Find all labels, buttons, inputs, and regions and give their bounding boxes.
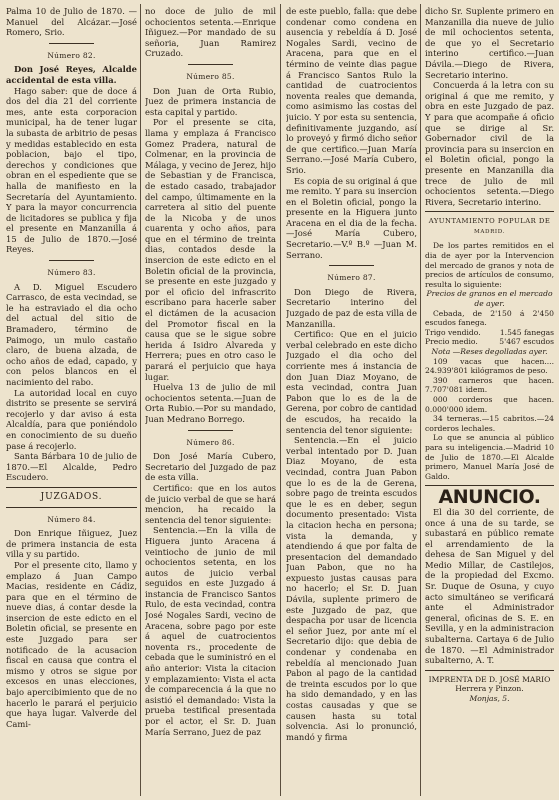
notice-body: Es copia de su original á que me remito. Y para su insercion en el Boletin oficial, pongo la presente en la Higuera junto Aracena en el dia de la fecha.—José María Cubero, Secretario.—V.º B.º —Juan M. Serrano. (286, 175, 417, 260)
notice-body: A D. Miguel Escudero Carrasco, de esta vecindad, se le ha estraviado el dia ocho del actual del sitio de Bramadero, término de Paimogo, un mulo castaño claro, de buena alzada, de ocho años de edad, capado, y con pelos blancos en el nacimiento del rabo. (6, 281, 137, 387)
section-divider (425, 670, 554, 671)
notice-number: Número 84. (47, 514, 96, 524)
section-heading: AYUNTAMIENTO POPULAR DE (428, 217, 551, 226)
notice-heading: Don Enrique Iñiguez, Juez de primera instancia de esta villa y su partido. (6, 528, 137, 560)
column-rule (140, 4, 141, 796)
column-2 (145, 6, 276, 796)
section-divider (425, 211, 554, 212)
anuncio-heading: ANUNCIO. (438, 486, 541, 509)
price-label: Trigo vendido. (425, 327, 481, 337)
notice-body: Sentencia.—En la villa de Higuera junto Aracena á veintiocho de junio de mil ochocientos setenta, en los autos de juicio verbal seguidos en este Juzgado á instancia de Francisco Santos Rulo, de esta vecindad, contra José Nogales Sardi, vecino de Aracena, sobre pago por este á aquel de cuatrocientos noventa rs., procedente de cebada que le suministró en el año anterior: Vista la citacion y emplazamiento: Vista el acta de comparecencia á la que no asistió el demandado: Vista la prueba testifical presentada por el actor, el Sr. D. Juan María Serrano, Juez de paz (145, 525, 276, 737)
imprenta-address: Monjas, 5. (469, 694, 510, 703)
notice-body: Huelva 13 de julio de mil ochocientos setenta.—Juan de Orta Rubio.—Por su mandado, Juan Medrano Borrego. (145, 382, 276, 424)
reses-heading: Nota —Reses degolladas ayer. (431, 347, 548, 356)
notice-signature: Lo que se anuncia al público para su inteligencia.—Madrid 10 de Julio de 1870.—El Alcalde primero, Manuel María José de Galdo. (425, 433, 554, 481)
reses-line: 390 carneros que hacen. 7.707'081 idem. (425, 375, 554, 395)
column-4 (425, 6, 554, 796)
section-heading: JUZGADOS. (40, 491, 103, 502)
reses-line: 34 terneras.—15 cabritos.—24 corderos lechales. (425, 414, 554, 433)
notice-heading: Don José Reyes, Alcalde accidental de esta villa. (6, 64, 137, 85)
column-1 (6, 6, 137, 796)
notice-body: dicho Sr. Suplente primero en Manzanilla dia nueve de julio de mil ochocientos setenta, de que yo el Secretario interino certifico.—Juan Dávila.—Diego de Rivera, Secretario interino. (425, 6, 554, 80)
notice-heading: Don Juan de Orta Rubio, Juez de primera instancia de esta capital y partido. (145, 85, 276, 117)
notice-number: Número 85. (186, 71, 235, 81)
price-row (425, 337, 554, 347)
notice-body: Por el presente se cita, llama y emplaza á Francisco Gomez Pradera, natural de Colmenar, en la provincia de Málaga, y vecino de Jerez, hijo de Sebastian y de Francisca, de estado casado, trabajador del campo, últimamente en la carretera al sitio del puente de la Nicoba y de unos cuarenta y ocho años, para que en el término de treinta dias, contados desde la insercion de este edicto en el Boletin oficial de la provincia, se presente en este juzgado y por el oficio del infrascrito escribano para hacerle saber el dictámen de la acusacion del Promotor fiscal en la causa que se le sigue sobre herida á Isidro Alvareda y Herrera; pues en otro caso le parará el perjuicio que haya lugar. (145, 117, 276, 382)
notice-body: De los partes remitidos en el dia de ayer por la Intervencion del mercado de granos y nota de precios de artículos de consumo, resulta lo siguiente: (425, 241, 554, 289)
divider (188, 430, 233, 431)
notice-number: Número 87. (327, 273, 376, 283)
notice-body: de este pueblo, falla: que debe condenar como condena en ausencia y rebeldía á D. José Nogales Sardi, vecino de Aracena, para que en el término de veinte dias pague á Francisco Santos Rulo la cantidad de cuatrocientos noventa reales que demanda, como asimismo las costas del juicio. Y por esta su sentencia, definitivamente juzgando, así lo proveyó y firmó dicho señor de que certifico.—Juan María Serrano.—José María Cubero, Srio. (286, 6, 417, 175)
notice-body: Hago saber: que de doce á dos del dia 21 del corriente mes, ante esta corporacion municipal, ha de tener lugar la subasta de arbitrio de pesas y medidas establecido en esta poblacion, bajo el tipo, derechos y condiciones que obran en el espediente que se halla de manifiesto en la Secretaría del Ayuntamiento. Y para la mayor concurrencia de licitadores se publica y fija el presente en Manzanilla á 15 de Julio de 1870.—José Reyes. (6, 85, 137, 255)
notice-body: Sentencia.—En el juicio verbal intentado por D. Juan Diaz Moyano, de esta vecindad, contra Juan Pabon que lo es de la de Gerena, sobre pago de treinta escudos que le es en deber, segun documento presentado: Vista la citacion hecha en persona; vista la demanda, y atendiendo á que por falta de presentacion del demandado Juan Pabon, que no ha expuesto justas causas para no hacerlo; el Sr. D. Juan Dávila, suplente primero de este Juzgado de paz, que despacha por usar de licencia el señor Juez, por ante mí el Secretario dijo: que debia de condenar y condenaba en rebeldía al mencionado Juan Pabon al pago de la cantidad de treinta escudos por lo que ha sido demandado, y en las costas causadas y que se causen hasta su total solvencia. Asi lo pronunció, mandó y firma (286, 435, 417, 742)
notice-body: La autoridad local en cuyo distrito se presente se servirá recojerlo y dar aviso á esta Alcaldía, para que poniéndolo en conocimiento de su dueño pase á recojerlo. (6, 387, 137, 451)
notice-body: Concuerda á la letra con su original á que me remito, y obra en este Juzgado de paz. Y para que acompañe á oficio que se dirige al Sr. Gobernador civil de la provincia para su insercion en el Boletin oficial, pongo la presente en Manzanilla dia trece de julio de mil ochocientos setenta.—Diego Rivera, Secretario interino. (425, 80, 554, 207)
column-rule (280, 4, 281, 796)
notice-body: no doce de julio de mil ochocientos setenta.—Enrique Iñiguez.—Por mandado de su señoria, Juan Ramirez Cruzado. (145, 6, 276, 59)
section-divider (6, 487, 137, 488)
notice-body: Por el presente cito, llamo y emplazo á Juan Campo Macias, residente en Cádiz, para que en el término de nueve dias, á contar desde la insercion de este edicto en el Boletin oficial, se presente en este Juzgado para ser notificado de la acusacion fiscal en causa que contra el mismo y otros se sigue por excesos en unas elecciones, bajo apercibimiento que de no hacerlo le parará el perjuicio que haya lugar. Valverde del Cami- (6, 559, 137, 729)
prices-heading: Precios de granos en el mercado de ayer. (426, 289, 553, 309)
notice-body: Certifico: que en los autos de juicio verbal de que se hará mencion, ha recaido la sentencia del tenor siguiente: (145, 482, 276, 525)
price-row (425, 328, 554, 338)
notice-number: Número 86. (186, 437, 235, 447)
price-value: 1.545 fanegas (499, 327, 554, 337)
divider (188, 64, 233, 65)
reses-line: 109 vacas que hacen.... 24.939'801 kilógramos de peso. (425, 356, 554, 376)
price-label: Precio medio. (425, 337, 478, 347)
notice-body: Certifico: Que en el juicio verbal celebrado en este dicho Juzgado el dia ocho del corriente mes á instancia de don Juan Diaz Moyano, de esta vecindad, contra Juan Pabon que lo es de la de Gerena, por cobro de cantidad de escudos, ha recaido la sentencia del tenor siguiente: (286, 329, 417, 435)
signature-line: Palma 10 de Julio de 1870. —Manuel del Alcázar.—José Romero, Srio. (6, 6, 137, 38)
imprenta-line: IMPRENTA DE D. JOSÉ MARIO Herrera y Pinzon. (428, 674, 551, 694)
reses-line: 000 corderos que hacen. 0.000'000 idem. (425, 394, 554, 414)
price-cebada: Cebada, de 2'150 á 2'450 escudos fanega. (425, 308, 554, 328)
notice-number: Número 82. (47, 50, 96, 60)
price-table (425, 328, 554, 347)
divider (49, 260, 94, 261)
column-3 (286, 6, 417, 796)
notice-number: Número 83. (47, 268, 96, 278)
price-value: 5'467 escudos (499, 337, 554, 347)
notice-signature: Santa Bárbara 10 de julio de 1870.—El Alcalde, Pedro Escudero. (6, 451, 137, 483)
divider (49, 43, 94, 44)
notice-heading: Don Diego de Rivera, Secretario interino del Juzgado de paz de esta villa de Manzanilla. (286, 286, 417, 329)
section-subheading: MADRID. (474, 228, 505, 235)
column-rule (420, 4, 421, 796)
section-divider (6, 507, 137, 508)
divider (329, 265, 374, 266)
anuncio-body: El dia 30 del corriente, de once á una de su tarde, se subastará en público remate el arrendamiento de la dehesa de San Miguel y del Medio Millar, de Castilejos, de la propiedad del Excmo. Sr. Duque de Osuna, y cuyo acto simultáneo se verificará ante el Administrador general, oficinas de S. E. en Sevilla, y en la administracion subalterna. Cartaya 6 de Julio de 1870. —El Administrador subalterno, A. T. (425, 506, 554, 666)
notice-heading: Don José María Cubero, Secretario del Juzgado de paz de esta villa. (145, 451, 276, 483)
